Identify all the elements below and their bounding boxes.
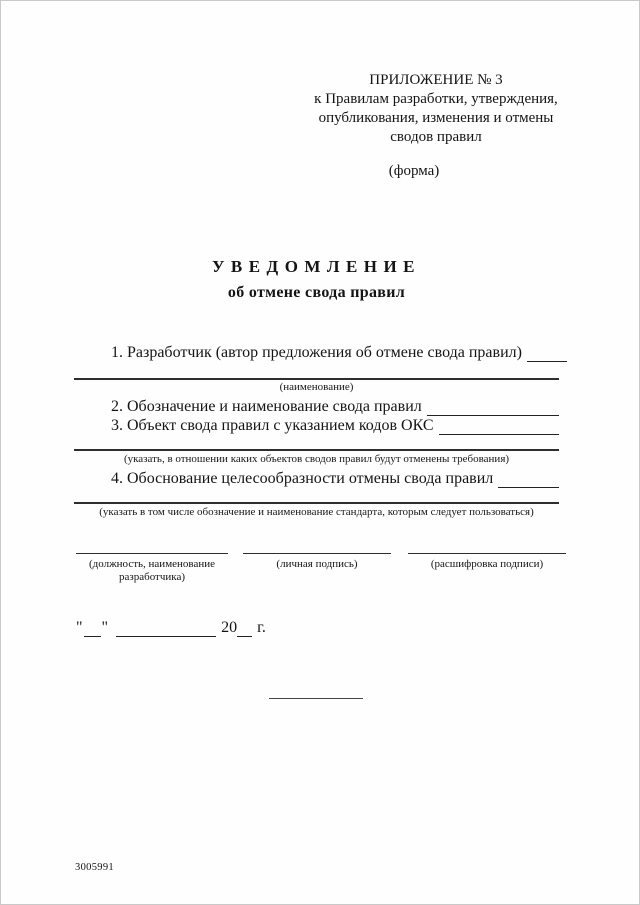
rule-line-developer	[74, 378, 559, 380]
field-row-developer	[74, 343, 559, 362]
fill-blank-designation	[427, 399, 559, 416]
field-label-justification: 4. Обоснование целесообразности отмены свода правил	[111, 470, 494, 487]
signature-line-name	[408, 553, 566, 554]
date-row	[75, 619, 266, 637]
appendix-line-3: опубликования, изменения и отмены	[318, 110, 554, 126]
form-label: (форма)	[388, 163, 440, 179]
date-century: 20	[221, 619, 238, 636]
appendix-line-1: ПРИЛОЖЕНИЕ № 3	[369, 72, 503, 88]
short-divider-line	[269, 698, 363, 699]
field-row-justification	[74, 469, 559, 488]
signature-caption-name: (расшифровка подписи)	[430, 558, 544, 570]
field-row-object	[74, 416, 559, 435]
field-caption-justification: (указать в том числе обозначение и наименование стандарта, которым следует пользоваться)	[99, 506, 534, 518]
signature-line-personal	[243, 553, 391, 554]
appendix-line-4: сводов правил	[390, 129, 482, 145]
field-label-developer: 1. Разработчик (автор предложения об отмене свода правил)	[111, 344, 522, 361]
field-caption-developer: (наименование)	[279, 381, 354, 393]
signature-caption-position: (должность, наименование разработчика)	[88, 558, 216, 583]
fill-blank-developer	[527, 345, 567, 362]
appendix-header	[303, 71, 569, 147]
date-era: г.	[257, 619, 266, 636]
field-label-object: 3. Объект свода правил с указанием кодов ОКС	[111, 417, 434, 434]
date-close-quote: "	[101, 619, 109, 636]
signature-caption-personal: (личная подпись)	[276, 558, 358, 570]
document-code: 3005991	[75, 862, 114, 873]
field-caption-object: (указать, в отношении каких объектов сводов правил будут отменены требования)	[123, 453, 510, 465]
appendix-line-2: к Правилам разработки, утверждения,	[314, 91, 558, 107]
rule-line-object	[74, 449, 559, 451]
rule-line-justification	[74, 502, 559, 504]
date-open-quote: "	[76, 619, 83, 636]
signature-line-position	[76, 553, 228, 554]
fill-blank-object	[439, 418, 559, 435]
date-year-blank	[237, 620, 252, 637]
date-day-blank	[84, 620, 101, 637]
document-subtitle: об отмене свода правил	[227, 284, 406, 301]
field-row-designation	[74, 397, 559, 416]
document-title: УВЕДОМЛЕНИЕ	[212, 257, 421, 276]
fill-blank-justification	[498, 471, 559, 488]
date-month-blank	[116, 620, 216, 637]
field-label-designation: 2. Обозначение и наименование свода правил	[111, 398, 422, 415]
